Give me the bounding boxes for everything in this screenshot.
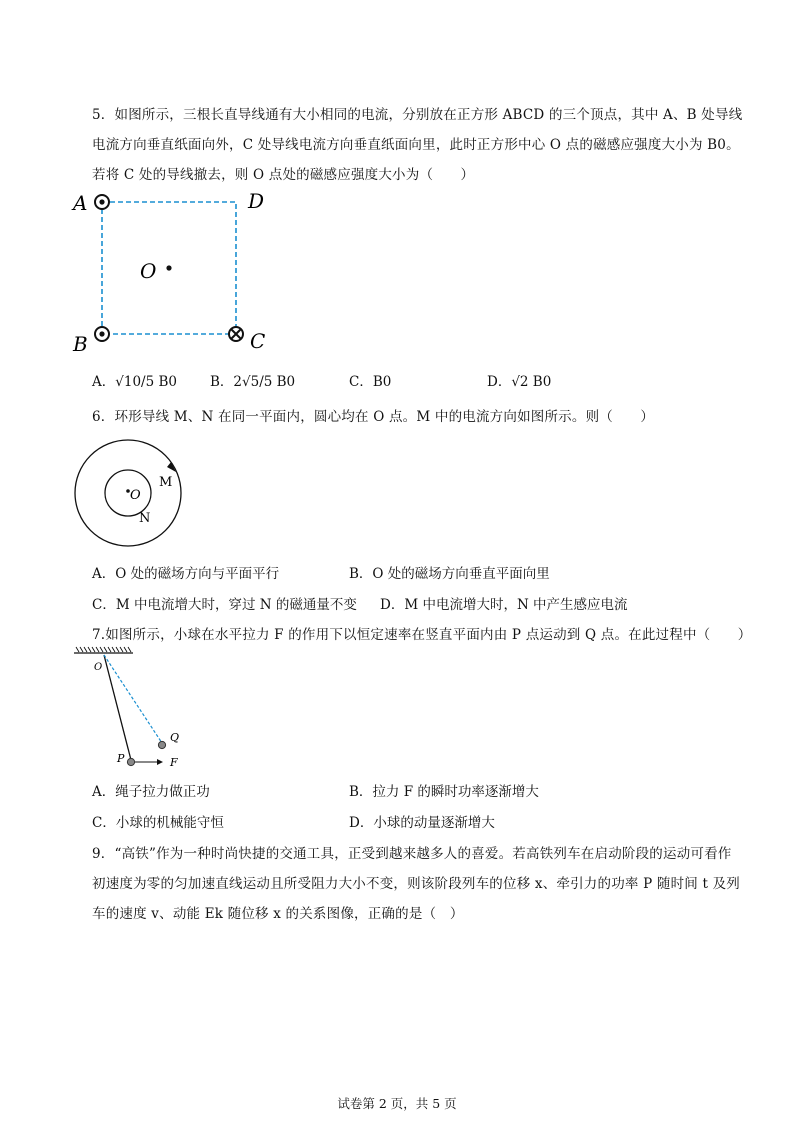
q5-wire-b-out-symbol	[95, 327, 109, 341]
q5-label-a: A	[73, 191, 88, 215]
q9-text-line-3: 车的速度 v、动能 Ek 随位移 x 的关系图像，正确的是（ ）	[92, 906, 464, 922]
q9-text-line-2: 初速度为零的匀加速直线运动且所受阻力大小不变，则该阶段列车的位移 x、牵引力的功率 P 随时间 t 及列	[92, 876, 740, 892]
q6-option-a: A．O 处的磁场方向与平面平行	[92, 566, 280, 582]
q7-label-p: P	[117, 752, 125, 765]
q7-rope-final-position	[104, 655, 162, 743]
q7-ball-q	[158, 741, 165, 748]
q6-option-b: B．O 处的磁场方向垂直平面向里	[349, 566, 550, 582]
q6-option-d: D．M 中电流增大时，N 中产生感应电流	[380, 597, 628, 613]
q5-label-o: O	[140, 259, 157, 283]
q7-label-f: F	[170, 756, 178, 769]
q7-ceiling	[74, 647, 133, 653]
q5-label-b: B	[73, 332, 88, 356]
q6-label-m: M	[159, 475, 173, 490]
q6-option-c: C．M 中电流增大时，穿过 N 的磁通量不变	[92, 597, 357, 613]
q7-pendulum-figure	[70, 645, 200, 775]
q7-rope	[104, 655, 131, 760]
q6-ring-m	[75, 440, 181, 546]
q5-option-d: D．√2 B0	[487, 374, 552, 390]
q7-label-o: O	[94, 662, 103, 673]
q6-label-n: N	[139, 511, 151, 526]
q6-label-o: O	[130, 488, 141, 503]
q7-text-line-1: 7.如图所示，小球在水平拉力 F 的作用下以恒定速率在竖直平面内由 P 点运动到 Q 点。在此过程中（ ）	[92, 627, 752, 643]
q7-ball-p	[127, 758, 134, 765]
q5-label-c: C	[250, 329, 266, 353]
q5-option-c: C．B0	[349, 374, 392, 390]
q5-wire-c-in-symbol	[229, 327, 243, 341]
q5-option-b: B．2√5/5 B0	[210, 374, 296, 390]
q5-center-dot	[166, 265, 171, 270]
q6-text-line-1: 6．环形导线 M、N 在同一平面内，圆心均在 O 点。M 中的电流方向如图所示。则（ ）	[92, 409, 655, 425]
page-footer: 试卷第 2 页，共 5 页	[337, 1096, 457, 1111]
q6-ring-n	[105, 470, 151, 516]
q7-option-d: D．小球的动量逐渐增大	[349, 815, 495, 831]
q9-text-line-1: 9．“高铁”作为一种时尚快捷的交通工具，正受到越来越多人的喜爱。若高铁列车在启动阶段的运动可看作	[92, 846, 732, 862]
q7-option-b: B．拉力 F 的瞬时功率逐渐增大	[349, 784, 539, 800]
q5-option-a: A．√10/5 B0	[92, 374, 177, 390]
q5-text-line-1: 5．如图所示，三根长直导线通有大小相同的电流，分别放在正方形 ABCD 的三个顶点，其中 A、B 处导线	[92, 107, 743, 123]
q7-label-q: Q	[170, 731, 180, 744]
q5-label-d: D	[248, 189, 265, 213]
q5-wire-a-out-symbol	[95, 195, 109, 209]
q5-square-figure	[70, 188, 280, 358]
q5-text-line-3: 若将 C 处的导线撤去，则 O 点处的磁感应强度大小为（ ）	[92, 167, 475, 183]
q7-option-c: C．小球的机械能守恒	[92, 815, 224, 831]
q7-option-a: A．绳子拉力做正功	[92, 784, 210, 800]
q7-force-arrow-icon	[157, 759, 163, 765]
q6-rings-figure	[70, 435, 190, 555]
q5-text-line-2: 电流方向垂直纸面向外，C 处导线电流方向垂直纸面向里，此时正方形中心 O 点的磁感应强度大小为 B0。	[92, 137, 740, 153]
